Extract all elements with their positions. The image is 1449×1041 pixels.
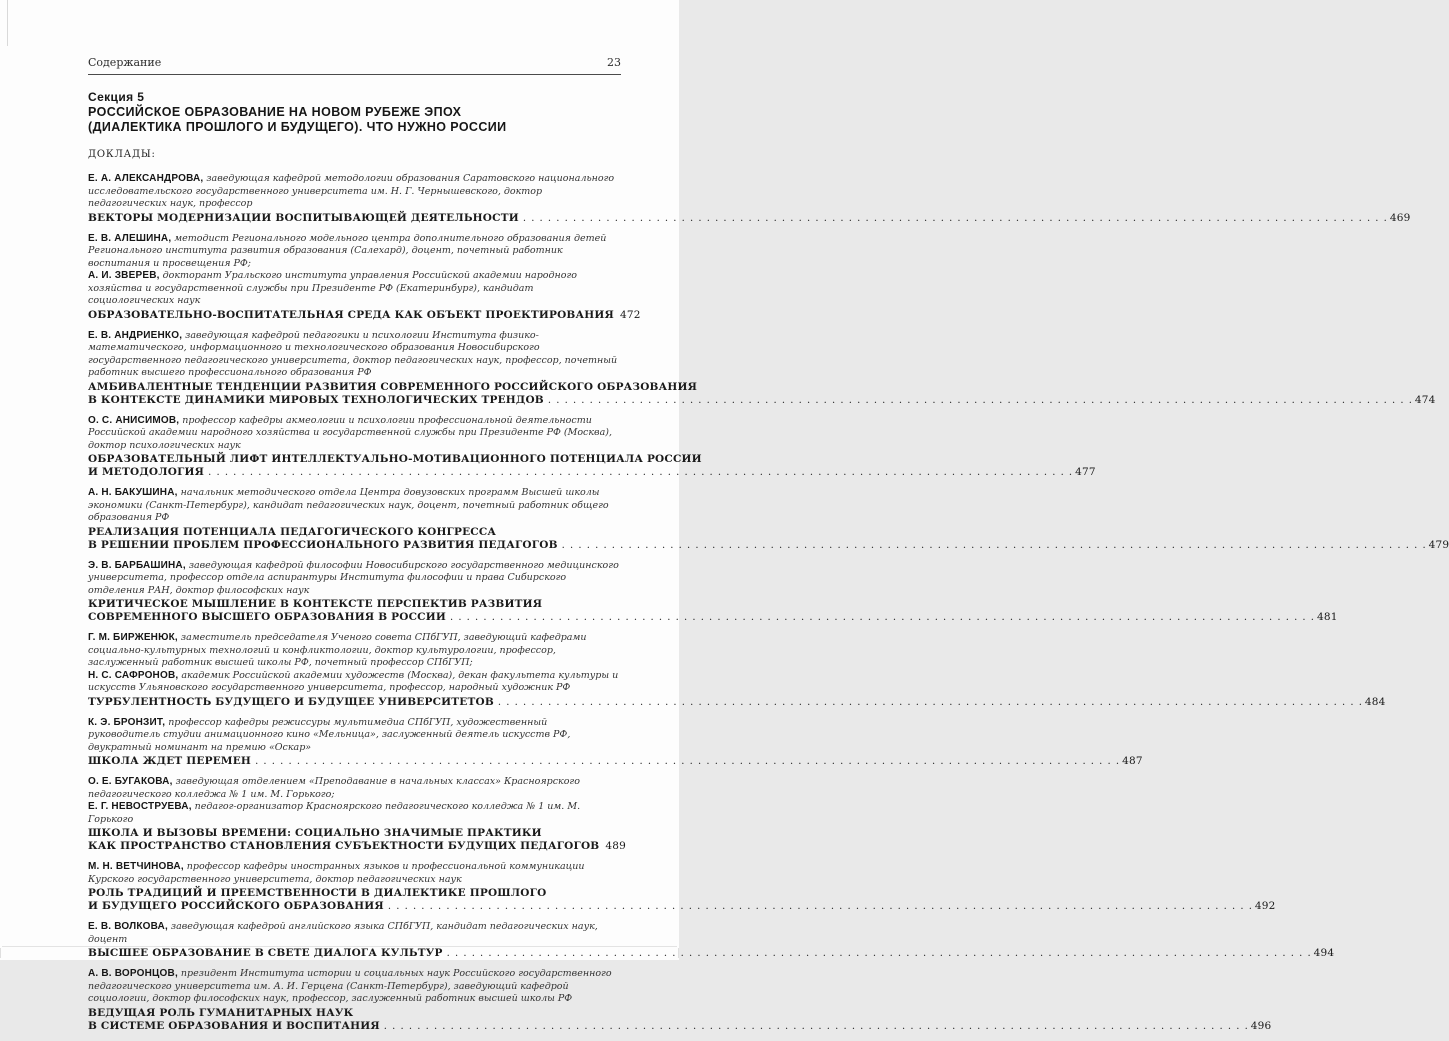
author-affiliation: заведующая кафедрой методологии образования Саратовского национального исследовательского государственного университета им. Н. Г. Чернышевского, доктор педагогических наук, профессор [88, 173, 615, 209]
report-title-text: КАК ПРОСТРАНСТВО СТАНОВЛЕНИЯ СУБЪЕКТНОСТИ БУДУЩИХ ПЕДАГОГОВ [88, 840, 600, 852]
report-title-text: СОВРЕМЕННОГО ВЫСШЕГО ОБРАЗОВАНИЯ В РОССИИ [88, 611, 446, 623]
entry-title [88, 380, 1436, 407]
entry-authors [88, 173, 621, 211]
author-affiliation: профессор кафедры акмеологии и психологии профессиональной деятельности Российской академии народного хозяйства и государственной службы при Президенте РФ (Москва), доктор психологических наук [88, 414, 612, 451]
report-title-text: ОБРАЗОВАТЕЛЬНЫЙ ЛИФТ ИНТЕЛЛЕКТУАЛЬНО-МОТИВАЦИОННОГО ПОТЕНЦИАЛА РОССИИ [88, 453, 702, 465]
report-title-line [88, 840, 627, 853]
author-line [88, 776, 621, 801]
scan-edge-artifact [0, 948, 7, 958]
toc-entry [88, 776, 627, 853]
entry-page-number: 474 [1414, 393, 1436, 406]
toc-entry [88, 559, 1338, 625]
entry-title [88, 453, 1096, 479]
entry-authors [88, 330, 621, 380]
toc-entry [88, 716, 1143, 769]
entry-authors [88, 632, 621, 695]
report-title-line [88, 308, 641, 322]
toc-entries [88, 173, 1449, 1033]
author-line [88, 233, 621, 271]
section-title-line-2: (ДИАЛЕКТИКА ПРОШЛОГО И БУДУЩЕГО). ЧТО НУЖНО РОССИИ [88, 119, 507, 134]
entry-page-number: 484 [1364, 695, 1386, 708]
entry-page-number: 472 [619, 308, 641, 321]
author-affiliation: заведующая кафедрой английского языка СПбГУП, кандидат педагогических наук, доцент [88, 921, 598, 945]
author-affiliation: заведующая кафедрой педагогики и психологии Института физико-математического, информационного и технологического образования Новосибирского государственного педагогического университета, доктор педагогических наук, профессор, почетный работник высшего профессионального образования РФ [88, 329, 618, 378]
dot-leader [562, 539, 1427, 552]
entry-title [88, 695, 1386, 709]
entry-authors [88, 560, 621, 598]
report-title-line [88, 1007, 621, 1020]
author-name: О. С. АНИСИМОВ, [88, 414, 183, 426]
report-title-text: РЕАЛИЗАЦИЯ ПОТЕНЦИАЛА ПЕДАГОГИЧЕСКОГО КОНГРЕССА [88, 525, 497, 538]
report-title-text: В СИСТЕМЕ ОБРАЗОВАНИЯ И ВОСПИТАНИЯ [88, 1019, 380, 1032]
report-title-text: ВЫСШЕЕ ОБРАЗОВАНИЕ В СВЕТЕ ДИАЛОГА КУЛЬТУР [88, 947, 443, 959]
report-title-line [88, 947, 1335, 960]
entry-title [88, 598, 1338, 624]
report-title-line [88, 695, 1386, 709]
dot-leader [388, 900, 1253, 913]
author-affiliation: педагог-организатор Красноярского педагогического колледжа № 1 им. М. Горького [88, 801, 581, 825]
entry-page-number: 469 [1389, 211, 1411, 224]
report-title-line [88, 526, 621, 539]
author-affiliation: заместитель председателя Ученого совета СПбГУП, заведующий кафедрами социально-культурных технологий и конфликтологии, доктор культурологии, профессор, заслуженный работник высшей школы РФ, почетный профессор СПбГУП; [88, 632, 587, 668]
author-affiliation: профессор кафедры иностранных языков и профессиональной коммуникации Курского государственного университета, доктор педагогических наук [88, 861, 585, 885]
author-name: А. И. ЗВЕРЕВ, [88, 270, 163, 281]
entry-page-number: 477 [1075, 466, 1096, 478]
report-title-text: И БУДУЩЕГО РОССИЙСКОГО ОБРАЗОВАНИЯ [88, 900, 384, 912]
dot-leader [447, 947, 1312, 960]
report-title-line [88, 887, 621, 900]
report-title-text: ШКОЛА ЖДЕТ ПЕРЕМЕН [88, 755, 252, 767]
section-title-line-1: РОССИЙСКОЕ ОБРАЗОВАНИЕ НА НОВОМ РУБЕЖЕ ЭПОХ [88, 105, 462, 119]
entry-title [88, 525, 1449, 552]
report-title-text: В КОНТЕКСТЕ ДИНАМИКИ МИРОВЫХ ТЕХНОЛОГИЧЕСКИХ ТРЕНДОВ [88, 393, 544, 406]
scan-edge-artifact [7, 0, 8, 46]
section-label: Секция 5 [88, 90, 145, 104]
author-name: К. Э. БРОНЗИТ, [88, 716, 169, 728]
report-title-text: И МЕТОДОЛОГИЯ [88, 466, 205, 478]
entry-page-number: 492 [1254, 900, 1276, 912]
author-name: М. Н. ВЕТЧИНОВА, [88, 861, 187, 872]
entry-page-number: 494 [1313, 947, 1335, 959]
author-name: Е. В. АЛЕШИНА, [88, 232, 175, 244]
running-header-title: Содержание [88, 56, 162, 69]
author-line [88, 921, 621, 946]
entry-title [88, 947, 1335, 960]
entry-authors [88, 776, 621, 826]
author-affiliation: докторант Уральского института управления Российской академии народного хозяйства и государственной службы при Президенте РФ (Екатеринбург), кандидат социологических наук [88, 270, 578, 306]
toc-entry [88, 414, 1096, 480]
author-name: Е. А. АЛЕКСАНДРОВА, [88, 173, 207, 184]
report-title-line [88, 466, 1096, 479]
report-title-text: РОЛЬ ТРАДИЦИЙ И ПРЕЕМСТВЕННОСТИ В ДИАЛЕКТИКЕ ПРОШЛОГО [88, 887, 547, 899]
entry-page-number: 481 [1316, 611, 1338, 623]
author-line [88, 330, 621, 380]
entry-authors [88, 921, 621, 946]
entry-authors [88, 487, 621, 525]
report-title-text: ВЕКТОРЫ МОДЕРНИЗАЦИИ ВОСПИТЫВАЮЩЕЙ ДЕЯТЕЛЬНОСТИ [88, 211, 519, 224]
reports-label: ДОКЛАДЫ: [88, 149, 156, 160]
report-title-text: ВЕДУЩАЯ РОЛЬ ГУМАНИТАРНЫХ НАУК [88, 1006, 354, 1019]
author-line [88, 632, 621, 670]
entry-title [88, 211, 1411, 225]
toc-entry [88, 173, 1411, 225]
entry-page-number: 487 [1122, 755, 1143, 767]
author-name: О. Е. БУГАКОВА, [88, 776, 176, 787]
toc-entry [88, 921, 1335, 960]
report-title-line [88, 380, 698, 394]
author-line [88, 968, 621, 1006]
author-line [88, 861, 621, 886]
entry-authors [88, 717, 621, 755]
author-name: Э. В. БАРБАШИНА, [88, 559, 189, 571]
author-affiliation: президент Института истории и социальных наук Российского государственного педагогического университета им. А. И. Герцена (Санкт-Петербург), заведующий кафедрой социологии, доктор философских наук, профессор, заслуженный работник высшей школы РФ [88, 968, 612, 1004]
dot-leader [208, 466, 1073, 479]
report-title-text: АМБИВАЛЕНТНЫЕ ТЕНДЕНЦИИ РАЗВИТИЯ СОВРЕМЕННОГО РОССИЙСКОГО ОБРАЗОВАНИЯ [88, 380, 698, 393]
section-heading [88, 90, 621, 134]
entry-title [88, 755, 1143, 768]
dot-leader [450, 611, 1315, 624]
author-line [88, 717, 621, 755]
report-title-line [88, 611, 1338, 624]
report-title-line [88, 453, 702, 466]
toc-entry [88, 861, 1276, 913]
page-content [88, 56, 1449, 1041]
dot-leader [384, 1020, 1249, 1033]
author-affiliation: начальник методического отдела Центра довузовских программ Высшей школы экономики (Санкт-Петербург), кандидат педагогических наук, доцент, почетный работник общего образования РФ [88, 487, 609, 523]
report-title-text: ОБРАЗОВАТЕЛЬНО-ВОСПИТАТЕЛЬНАЯ СРЕДА КАК ОБЪЕКТ ПРОЕКТИРОВАНИЯ [88, 308, 614, 321]
entry-title [88, 1006, 1272, 1033]
toc-entry [88, 487, 1449, 552]
entry-authors [88, 968, 621, 1006]
author-name: Е. Г. НЕВОСТРУЕВА, [88, 801, 195, 812]
toc-entry [88, 968, 1272, 1033]
author-affiliation: заведующая кафедрой философии Новосибирского государственного медицинского университета, профессор отдела аспирантуры Института философии и права Сибирского отделения РАН, доктор философских наук [88, 559, 619, 596]
report-title-line [88, 1019, 1272, 1033]
author-affiliation: методист Регионального модельного центра дополнительного образования детей Регионального института развития образования (Салехард), доцент, почетный работник воспитания и просвещения РФ; [88, 232, 607, 269]
dot-leader [523, 212, 1388, 225]
author-line [88, 270, 621, 308]
dot-leader [548, 394, 1413, 407]
author-name: Г. М. БИРЖЕНЮК, [88, 632, 181, 643]
author-line [88, 670, 621, 695]
entry-authors [88, 233, 621, 308]
author-name: Н. С. САФРОНОВ, [88, 669, 182, 681]
author-affiliation: академик Российской академии художеств (Москва), декан факультета культуры и искусств Ульяновского государственного университета, профессор, народный художник РФ [88, 669, 619, 693]
report-title-text: ШКОЛА И ВЫЗОВЫ ВРЕМЕНИ: СОЦИАЛЬНО ЗНАЧИМЫЕ ПРАКТИКИ [88, 827, 542, 839]
entry-page-number: 489 [605, 840, 627, 852]
toc-entry [88, 232, 641, 322]
toc-entry [88, 632, 1386, 709]
entry-title [88, 827, 627, 853]
author-name: Е. В. ВОЛКОВА, [88, 921, 171, 932]
author-affiliation: профессор кафедры режиссуры мультимедиа СПбГУП, художественный руководитель студии анимационного кино «Мельница», заслуженный деятель искусств РФ, двукратный номинант на премию «Оскар» [88, 716, 571, 753]
running-header [88, 56, 621, 75]
entry-authors [88, 861, 621, 886]
entry-page-number: 496 [1250, 1019, 1272, 1032]
toc-entry [88, 329, 1436, 407]
report-title-line [88, 827, 621, 840]
dot-leader [498, 696, 1363, 709]
report-title-line [88, 900, 1276, 913]
author-affiliation: заведующая отделением «Преподавание в начальных классах» Красноярского педагогического колледжа № 1 им. М. Горького; [88, 776, 580, 800]
entry-page-number: 479 [1428, 538, 1449, 551]
author-line [88, 173, 621, 211]
report-title-line [88, 393, 1436, 407]
report-title-line [88, 755, 1143, 768]
report-title-text: В РЕШЕНИИ ПРОБЛЕМ ПРОФЕССИОНАЛЬНОГО РАЗВИТИЯ ПЕДАГОГОВ [88, 538, 558, 551]
entry-authors [88, 415, 621, 453]
entry-title [88, 887, 1276, 913]
report-title-text: ТУРБУЛЕНТНОСТЬ БУДУЩЕГО И БУДУЩЕЕ УНИВЕРСИТЕТОВ [88, 695, 494, 708]
author-line [88, 560, 621, 598]
author-name: А. Н. БАКУШИНА, [88, 487, 181, 498]
report-title-line [88, 598, 621, 611]
entry-title [88, 308, 641, 322]
page-number: 23 [607, 56, 621, 69]
report-title-line [88, 211, 1411, 225]
dot-leader [255, 755, 1120, 768]
author-name: А. В. ВОРОНЦОВ, [88, 968, 181, 979]
author-name: Е. В. АНДРИЕНКО, [88, 329, 186, 341]
author-line [88, 415, 621, 453]
author-line [88, 801, 621, 826]
report-title-line [88, 538, 1449, 552]
report-title-text: КРИТИЧЕСКОЕ МЫШЛЕНИЕ В КОНТЕКСТЕ ПЕРСПЕКТИВ РАЗВИТИЯ [88, 598, 543, 610]
author-line [88, 487, 621, 525]
